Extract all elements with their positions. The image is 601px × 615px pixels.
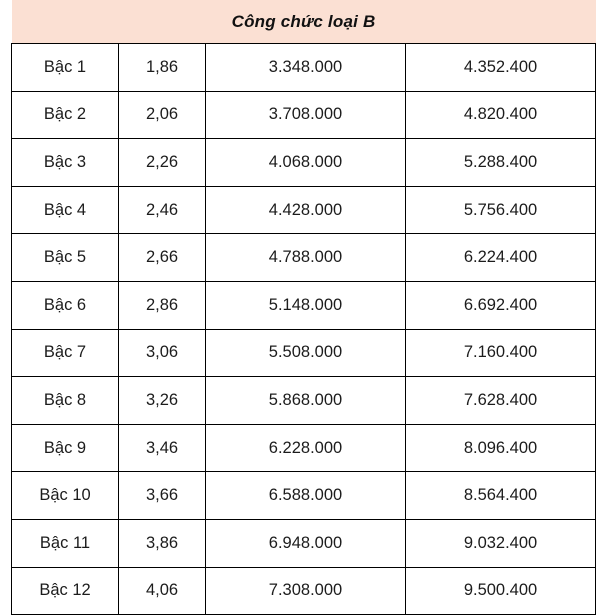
table-row [12,91,596,139]
table-row [12,424,596,472]
table-row [12,281,596,329]
cell-new-salary: 5.756.400 [406,186,596,234]
table-title: Công chức loại B [12,0,596,44]
cell-grade: Bậc 11 [12,519,119,567]
cell-new-salary: 4.352.400 [406,44,596,92]
table-row [12,567,596,615]
cell-coefficient: 3,06 [119,329,206,377]
cell-grade: Bậc 8 [12,377,119,425]
cell-old-salary: 6.588.000 [206,472,406,520]
cell-new-salary: 6.692.400 [406,281,596,329]
cell-new-salary: 8.096.400 [406,424,596,472]
table-head [12,0,596,44]
table-row [12,44,596,92]
table-body [12,44,596,615]
cell-grade: Bậc 6 [12,281,119,329]
cell-coefficient: 3,86 [119,519,206,567]
cell-coefficient: 2,06 [119,91,206,139]
cell-new-salary: 4.820.400 [406,91,596,139]
cell-coefficient: 2,66 [119,234,206,282]
cell-grade: Bậc 1 [12,44,119,92]
cell-grade: Bậc 5 [12,234,119,282]
cell-old-salary: 4.068.000 [206,139,406,187]
table-row [12,139,596,187]
cell-coefficient: 4,06 [119,567,206,615]
civil-servant-salary-table [11,0,596,615]
cell-new-salary: 9.500.400 [406,567,596,615]
table-row [12,329,596,377]
table-row [12,472,596,520]
table-row [12,377,596,425]
cell-old-salary: 3.348.000 [206,44,406,92]
cell-grade: Bậc 10 [12,472,119,520]
cell-old-salary: 3.708.000 [206,91,406,139]
cell-new-salary: 8.564.400 [406,472,596,520]
cell-old-salary: 4.788.000 [206,234,406,282]
cell-grade: Bậc 3 [12,139,119,187]
table-row [12,234,596,282]
cell-grade: Bậc 2 [12,91,119,139]
cell-grade: Bậc 4 [12,186,119,234]
cell-coefficient: 1,86 [119,44,206,92]
cell-new-salary: 9.032.400 [406,519,596,567]
cell-new-salary: 7.160.400 [406,329,596,377]
cell-coefficient: 2,86 [119,281,206,329]
salary-table-container [11,0,595,615]
cell-old-salary: 7.308.000 [206,567,406,615]
cell-grade: Bậc 9 [12,424,119,472]
cell-coefficient: 3,46 [119,424,206,472]
cell-new-salary: 7.628.400 [406,377,596,425]
cell-coefficient: 2,26 [119,139,206,187]
cell-old-salary: 5.508.000 [206,329,406,377]
cell-new-salary: 6.224.400 [406,234,596,282]
cell-old-salary: 4.428.000 [206,186,406,234]
cell-grade: Bậc 7 [12,329,119,377]
table-row [12,186,596,234]
cell-old-salary: 5.868.000 [206,377,406,425]
cell-old-salary: 6.948.000 [206,519,406,567]
cell-old-salary: 5.148.000 [206,281,406,329]
table-title-row [12,0,596,44]
table-row [12,519,596,567]
cell-grade: Bậc 12 [12,567,119,615]
cell-new-salary: 5.288.400 [406,139,596,187]
cell-coefficient: 3,26 [119,377,206,425]
cell-coefficient: 3,66 [119,472,206,520]
cell-old-salary: 6.228.000 [206,424,406,472]
cell-coefficient: 2,46 [119,186,206,234]
